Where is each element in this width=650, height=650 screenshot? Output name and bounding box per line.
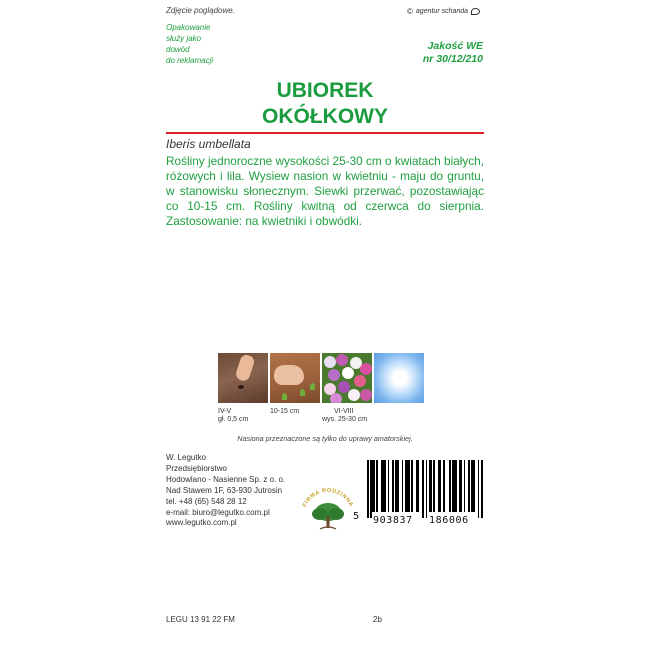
version-code: 2b xyxy=(373,615,382,624)
title-divider xyxy=(166,132,484,134)
company-website: www.legutko.com.pl xyxy=(166,518,237,528)
copyright-icon: © xyxy=(407,7,413,16)
thinning-pictogram xyxy=(270,353,320,403)
photo-disclaimer: Zdjęcie poglądowe. xyxy=(166,6,235,15)
barcode-bar xyxy=(422,460,424,518)
product-description: Rośliny jednoroczne wysokości 25-30 cm o kwiatach białych, różowych i lila. Wysiew nasion w kwietniu - maju do gruntu, w stanowisku słonecznym. Siewki przerwać, pozostawiając co 10-15 cm. Rośliny kwitną od czerwca do sierpnia. Zastosowanie: na kwietniki i obwódki. xyxy=(166,154,485,228)
sowing-label: IV-V gł. 0,5 cm xyxy=(218,408,249,423)
company-name: W. Legutko xyxy=(166,453,207,462)
barcode-bar xyxy=(402,460,404,512)
barcode-bar xyxy=(443,460,445,512)
quality-line: Jakość WE xyxy=(427,40,483,52)
company-line: Hodowlano - Nasienne Sp. z o. o. xyxy=(166,474,286,484)
barcode-bar xyxy=(395,460,398,512)
barcode-bar xyxy=(392,460,394,512)
company-email: e-mail: biuro@legutko.com.pl xyxy=(166,507,270,517)
barcode-bar xyxy=(372,460,375,512)
barcode-left-digits: 903837 xyxy=(373,515,413,526)
barcode-bar xyxy=(449,460,451,512)
barcode-bar xyxy=(376,460,378,512)
thinning-label: 10-15 cm xyxy=(270,408,300,415)
ean-barcode xyxy=(353,460,485,530)
company-line: Przedsiębiorstwo xyxy=(166,463,227,473)
barcode-bar xyxy=(367,460,369,518)
barcode-bar xyxy=(426,460,428,518)
barcode-bar xyxy=(478,460,480,518)
barcode-bar xyxy=(459,460,462,512)
barcode-bar xyxy=(429,460,432,512)
quality-number: nr 30/12/210 xyxy=(422,53,483,65)
copyright-text: agentur schanda xyxy=(415,8,469,15)
barcode-bar xyxy=(388,460,390,512)
product-title xyxy=(166,78,484,130)
quality-badge xyxy=(423,40,483,66)
logo-arc-text: FIRMA RODZINNA xyxy=(301,487,355,509)
packaging-note-line: dowód xyxy=(166,45,190,54)
barcode-bars xyxy=(367,460,483,518)
pictogram-labels xyxy=(218,408,378,424)
packaging-note-line: służy jako xyxy=(166,34,202,43)
packaging-note-line: Opakowanie xyxy=(166,23,211,32)
barcode-bar xyxy=(464,460,466,512)
sowing-pictogram xyxy=(218,353,268,403)
packaging-note-line: do reklamacji xyxy=(166,56,214,65)
company-info xyxy=(166,453,285,529)
barcode-bar xyxy=(481,460,483,518)
barcode-bar xyxy=(468,460,470,512)
flowering-label: VI-VIII wys. 25-30 cm xyxy=(322,408,368,423)
agency-logo-icon xyxy=(471,8,480,15)
barcode-bar xyxy=(416,460,419,512)
barcode-lead-digit: 5 xyxy=(353,511,360,522)
pictogram-row xyxy=(218,353,424,403)
family-firm-tree-logo xyxy=(298,482,358,534)
barcode-right-digits: 186006 xyxy=(429,515,469,526)
barcode-bar xyxy=(471,460,474,512)
flowers-pictogram xyxy=(322,353,372,403)
latin-name: Iberis umbellata xyxy=(166,137,251,151)
company-phone: tel. +48 (65) 548 28 12 xyxy=(166,496,247,506)
barcode-bar xyxy=(381,460,386,512)
copyright-notice xyxy=(407,7,480,16)
amateur-use-note: Nasiona przeznaczone są tylko do uprawy amatorskiej. xyxy=(237,434,413,443)
barcode-bar xyxy=(405,460,410,512)
barcode-bar xyxy=(411,460,413,512)
product-title-line2: OKÓŁKOWY xyxy=(262,105,388,128)
packaging-note xyxy=(166,22,213,66)
company-address: Nad Stawem 1F, 63-930 Jutrosin xyxy=(166,485,283,495)
product-title-line1: UBIOREK xyxy=(276,79,374,102)
product-code: LEGU 13 91 22 FM xyxy=(166,615,235,624)
barcode-bar xyxy=(433,460,435,512)
barcode-bar xyxy=(452,460,457,512)
barcode-bar xyxy=(438,460,441,512)
sun-pictogram xyxy=(374,353,424,403)
